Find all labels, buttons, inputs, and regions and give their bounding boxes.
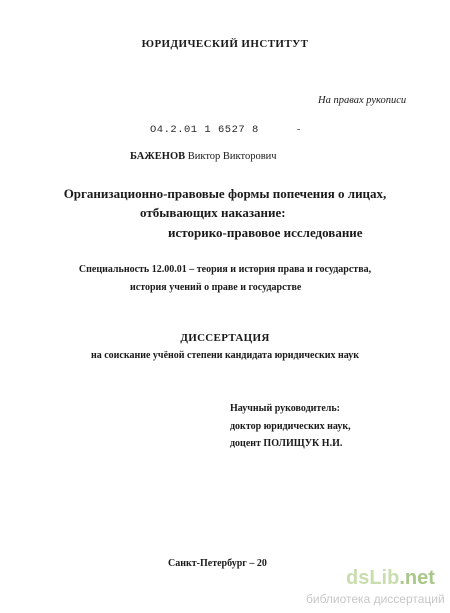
specialty-line-1: Специальность 12.00.01 – теория и история права и государства,	[78, 264, 372, 275]
archive-stamp-code: О4.2.01 1 6527 8	[150, 124, 259, 136]
author-surname: БАЖЕНОВ	[130, 151, 186, 162]
watermark-logo-main: dsLib	[346, 567, 400, 589]
author-given-names: Виктор Викторович	[187, 151, 277, 162]
supervisor-name: доцент ПОЛИЩУК Н.И.	[230, 438, 343, 449]
supervisor-degree: доктор юридических наук,	[230, 421, 351, 432]
institute-name: ЮРИДИЧЕСКИЙ ИНСТИТУТ	[141, 38, 309, 50]
supervisor-label: Научный руководитель:	[230, 403, 340, 414]
author-name	[130, 151, 277, 162]
manuscript-note: На правах рукописи	[318, 95, 407, 106]
specialty-line-2: история учений о праве и государстве	[130, 282, 302, 293]
degree-line: на соискание учёной степени кандидата юридических наук	[90, 350, 360, 361]
document-type: ДИССЕРТАЦИЯ	[180, 332, 270, 344]
title-line-3: историко-правовое исследование	[168, 225, 363, 240]
watermark-logo-tld: .net	[399, 567, 435, 589]
title-line-2: отбывающих наказание:	[140, 205, 286, 220]
watermark-subtitle: библиотека диссертаций	[306, 592, 445, 606]
title-line-1: Организационно-правовые формы попечения о лицах,	[63, 186, 387, 201]
watermark-logo	[346, 567, 435, 590]
archive-stamp-mark: -	[297, 124, 301, 135]
city-year: Санкт-Петербург – 20	[168, 558, 267, 569]
